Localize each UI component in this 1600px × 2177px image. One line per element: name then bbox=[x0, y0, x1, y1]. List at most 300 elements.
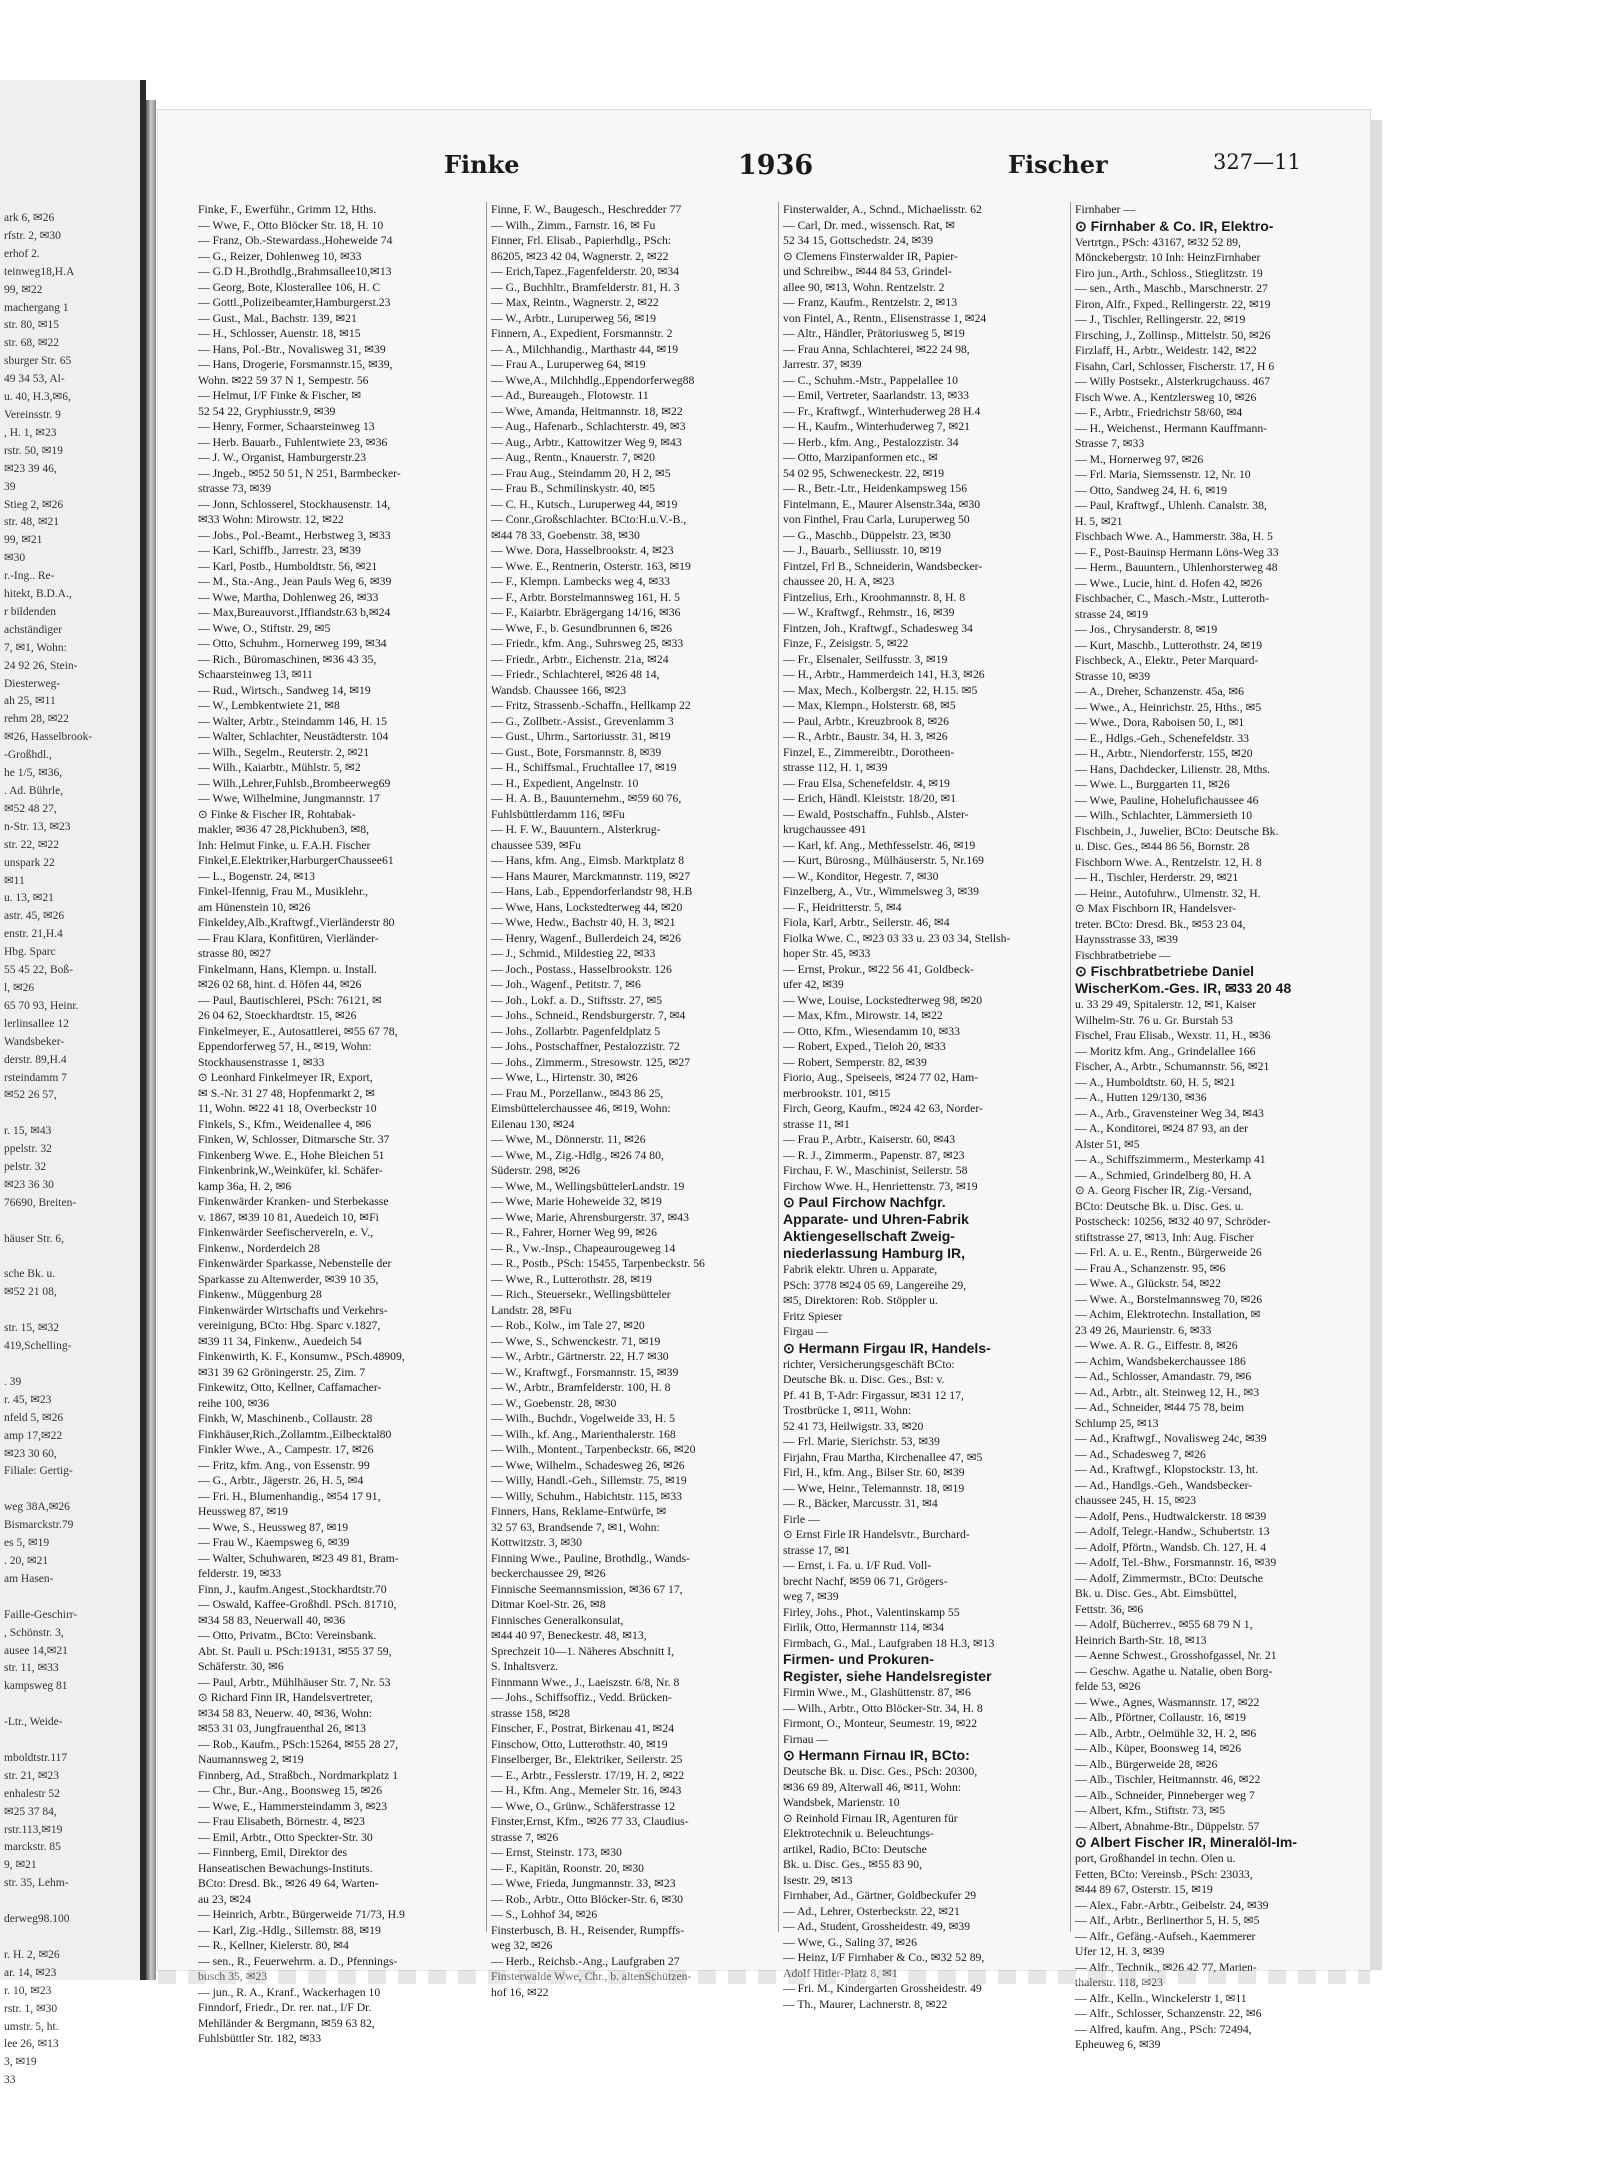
directory-entry-line: 54 02 95, Schweneckestr. 22, ✉19 bbox=[783, 466, 945, 480]
directory-entry-line: — Wwe, M., Zig.-Hdlg., ✉26 74 80, bbox=[491, 1148, 664, 1162]
directory-entry-line: — Ernst, Steinstr. 173, ✉30 bbox=[491, 1846, 622, 1859]
directory-entry-line: — Alb., Arbtr., Oelmühle 32, H. 2, ✉6 bbox=[1075, 1726, 1257, 1740]
directory-entry-line: — Wwe, Hans, Lockstedterweg 44, ✉20 bbox=[491, 900, 683, 914]
directory-entry-line: Finkhäuser,Rich.,Zollamtm.,Eilbecktal80 bbox=[198, 1427, 392, 1441]
left-page-fragment: marckstr. 85 bbox=[4, 1841, 61, 1854]
left-page-fragment bbox=[4, 1356, 136, 1374]
directory-entry-line: — jun., R. A., Kranf., Wackerhagen 10 bbox=[198, 1985, 381, 1999]
left-page-fragment: 76690, Breiten- bbox=[4, 1196, 77, 1209]
directory-entry-line: 11, Wohn. ✉22 41 18, Overbeckstr 10 bbox=[198, 1102, 377, 1115]
page-number: 327—11 bbox=[1213, 150, 1301, 174]
directory-entry-line: Finner, Frl. Elisab., Papierhdlg., PSch: bbox=[491, 234, 672, 247]
left-page-fragment: ✉23 39 46, bbox=[4, 462, 57, 475]
left-page-fragment: 99, ✉22 bbox=[4, 283, 43, 296]
directory-entry-line: Finne, F. W., Baugesch., Heschredder 77 bbox=[491, 203, 682, 216]
directory-entry-line: Schlump 25, ✉13 bbox=[1075, 1416, 1159, 1430]
directory-entry-line: — Frau W., Kaempsweg 6, ✉39 bbox=[198, 1536, 350, 1549]
directory-entry-line: Firnau — bbox=[783, 1732, 829, 1746]
directory-entry-line: — Wwe., Dora, Raboisen 50, I., ✉1 bbox=[1075, 716, 1245, 729]
directory-entry-line: ✉44 78 33, Goebenstr. 38, ✉30 bbox=[491, 528, 640, 542]
left-page-fragment: nfeld 5, ✉26 bbox=[4, 1411, 64, 1424]
directory-entry-line: Fiorio, Aug., Speiseeis, ✉24 77 02, Ham- bbox=[783, 1071, 979, 1084]
directory-entry-line: — Fr., Elsenaler, Seilfusstr. 3, ✉19 bbox=[783, 652, 948, 666]
left-page-fragment: str. 48, ✉21 bbox=[4, 516, 60, 529]
left-page-fragment: rehm 28, ✉22 bbox=[4, 713, 69, 726]
directory-entry-line: Heinrich Barth-Str. 18, ✉13 bbox=[1075, 1633, 1207, 1647]
directory-entry-line: ufer 42, ✉39 bbox=[783, 978, 844, 991]
directory-entry-line: ⊙ Paul Firchow Nachfgr. bbox=[783, 1194, 946, 1210]
directory-entry-line: — Paul, Arbtr., Mühlhäuser Str. 7, Nr. 53 bbox=[198, 1675, 391, 1689]
directory-entry-line: — H., Schlosser, Auenstr. 18, ✉15 bbox=[198, 327, 361, 340]
directory-entry-line: felderstr. 19, ✉33 bbox=[198, 1567, 282, 1580]
directory-entry-line: — Max, Klempn., Holsterstr. 68, ✉5 bbox=[783, 699, 956, 712]
left-page-fragment: str. 22, ✉22 bbox=[4, 838, 60, 851]
directory-entry-line: vereinigung, BCto: Hbg. Sparc v.1827, bbox=[198, 1319, 381, 1332]
directory-entry-line: von Fintel, A., Rentn., Elisenstrasse 1, ✉24 bbox=[783, 311, 987, 325]
directory-entry-line: — Hans, Drogerie, Forsmannstr.15, ✉39, bbox=[198, 358, 393, 371]
directory-entry-line: Finkeldey,Alb.,Kraftwgf.,Vierländerstr 80 bbox=[198, 916, 395, 929]
directory-entry-line: — Max, Reintn., Wagnerstr. 2, ✉22 bbox=[491, 296, 659, 309]
directory-entry-line: — Wwe., Lucie, hint. d. Hofen 42, ✉26 bbox=[1075, 576, 1263, 590]
directory-entry-line: — H., Schiffsmal., Fruchtallee 17, ✉19 bbox=[491, 761, 677, 774]
left-page-fragment: he 1/5, ✉36, bbox=[4, 767, 63, 780]
directory-entry-line: — H., Tischler, Herderstr. 29, ✉21 bbox=[1075, 871, 1239, 884]
directory-entry-line: — Ad., Schneider, ✉44 75 78, beim bbox=[1075, 1401, 1245, 1414]
directory-entry-line: Finkh, W, Maschinenb., Collaustr. 28 bbox=[198, 1412, 373, 1425]
directory-entry-line: Eppendorferweg 57, H., ✉19, Wohn: bbox=[198, 1040, 372, 1053]
directory-entry-line: 52 41 73, Heilwigstr. 33, ✉20 bbox=[783, 1419, 924, 1433]
directory-entry-line: ✉31 39 62 Gröningerstr. 25, Zim. 7 bbox=[198, 1365, 366, 1379]
directory-entry-line: — H., Weichenst., Hermann Kauffmann- bbox=[1075, 421, 1268, 435]
directory-entry-line: Fischbeck, A., Elektr., Peter Marquard- bbox=[1075, 654, 1259, 667]
directory-entry-line: Sprechzeit 10—1. Näheres Abschnitt I, bbox=[491, 1644, 675, 1658]
left-page-fragment: u. 13, ✉21 bbox=[4, 892, 54, 905]
directory-entry-line: Finkler Wwe., A., Campestr. 17, ✉26 bbox=[198, 1443, 374, 1456]
directory-entry-line: — Henry, Former, Schaarsteinweg 13 bbox=[198, 420, 375, 433]
directory-entry-line: — Kurt, Bürosng., Mülhäuserstr. 5, Nr.169 bbox=[783, 854, 984, 867]
directory-entry-line: — Karl, Zig.-Hdlg., Sillemstr. 88, ✉19 bbox=[198, 1923, 381, 1937]
directory-columns bbox=[198, 202, 1360, 2051]
directory-entry-line: Sparkasse zu Altenwerder, ✉39 10 35, bbox=[198, 1272, 379, 1286]
directory-page bbox=[158, 110, 1370, 2051]
left-page-fragment: Diesterweg- bbox=[4, 677, 61, 690]
directory-entry-line: Finkenwirth, K. F., Konsumw., PSch.48909, bbox=[198, 1350, 405, 1363]
left-page-fragment: Bismarckstr.79 bbox=[4, 1519, 74, 1532]
directory-entry-line: — Wwe, Martha, Dohlenweg 26, ✉33 bbox=[198, 590, 379, 604]
left-page-fragment: , H. 1, ✉23 bbox=[4, 426, 57, 439]
left-page-fragment: l, ✉26 bbox=[4, 981, 35, 994]
directory-entry-line: — Heinrich, Arbtr., Bürgerweide 71/73, H.9 bbox=[198, 1908, 405, 1921]
directory-entry-line: Finzelberg, A., Vtr., Wimmelsweg 3, ✉39 bbox=[783, 885, 979, 898]
directory-entry-line: Firmin Wwe., M., Glashüttenstr. 87, ✉6 bbox=[783, 1686, 971, 1699]
left-page-fragment: 3, ✉19 bbox=[4, 2056, 37, 2069]
directory-entry-line: Fischbach Wwe. A., Hammerstr. 38a, H. 5 bbox=[1075, 530, 1273, 543]
left-page-fragment: weg 38A,✉26 bbox=[4, 1501, 70, 1514]
directory-entry-line: u. 33 29 49, Spitalerstr. 12, ✉1, Kaiser bbox=[1075, 998, 1257, 1011]
directory-entry-line: Finscher, F., Postrat, Birkenau 41, ✉24 bbox=[491, 1722, 675, 1735]
directory-entry-line: Bk. u. Disc. Ges., ✉55 83 90, bbox=[783, 1858, 923, 1871]
directory-entry-line: Apparate- und Uhren-Fabrik bbox=[783, 1211, 969, 1227]
directory-entry-line: — G., Maschb., Düppelstr. 23, ✉30 bbox=[783, 528, 951, 542]
directory-entry-line: — Wwe, Heinr., Telemannstr. 18, ✉19 bbox=[783, 1481, 965, 1495]
directory-entry-line: — R., Postb., PSch: 15455, Tarpenbeckstr. 56 bbox=[491, 1257, 705, 1270]
directory-entry-line: Finzel, E., Zimmereibtr., Dorotheen- bbox=[783, 745, 955, 759]
directory-entry-line: Fischer, A., Arbtr., Schumannstr. 56, ✉21 bbox=[1075, 1060, 1270, 1073]
directory-entry-line: — M., Hornerweg 97, ✉26 bbox=[1075, 452, 1204, 466]
directory-column-2 bbox=[486, 202, 773, 1999]
directory-entry-line: Firley, Johs., Phot., Valentinskamp 55 bbox=[783, 1605, 960, 1619]
left-page-fragment: mboldtstr.117 bbox=[4, 1751, 68, 1764]
left-page-fragment: ✉30 bbox=[4, 552, 26, 565]
directory-entry-line: — Helmut, I/F Finke & Fischer, ✉ bbox=[198, 389, 362, 402]
directory-entry-line: Finze, F., Zeisigstr. 5, ✉22 bbox=[783, 637, 909, 650]
directory-entry-line: — Georg, Bote, Klosterallee 106, H. C bbox=[198, 280, 381, 294]
directory-entry-line: — Fri. M., Kindergarten Grossheidestr. 49 bbox=[783, 1982, 982, 1995]
directory-entry-line: strasse 80, ✉27 bbox=[198, 947, 272, 960]
directory-entry-line: — Hans, Lab., Eppendorferlandstr 98, H.B bbox=[491, 885, 693, 898]
directory-entry-line: — Paul, Kraftwgf., Uhlenh. Canalstr. 38, bbox=[1075, 499, 1267, 512]
left-page-fragment: hitekt, B.D.A., bbox=[4, 588, 72, 601]
directory-entry-line: — Achim, Elektrotechn. Installation, ✉ bbox=[1075, 1308, 1261, 1321]
left-page-fragment: sburger Str. 65 bbox=[4, 355, 72, 368]
directory-entry-line: — Chr., Bur.-Ang., Boonsweg 15, ✉26 bbox=[198, 1784, 383, 1797]
directory-entry-line: — Wwe, E., Hammersteindamm 3, ✉23 bbox=[198, 1799, 388, 1813]
directory-entry-line: Firo jun., Arth., Schloss., Stieglitzstr. 19 bbox=[1075, 266, 1263, 280]
directory-entry-line: — Aug., Arbtr., Kattowitzer Weg 9, ✉43 bbox=[491, 435, 682, 449]
left-page-fragment: kampsweg 81 bbox=[4, 1680, 68, 1693]
directory-entry-line: ✉26 02 68, hint. d. Höfen 44, ✉26 bbox=[198, 978, 362, 991]
directory-entry-line: Fintzen, Joh., Kraftwgf., Schadesweg 34 bbox=[783, 621, 973, 635]
directory-entry-line: Stockhausenstrasse 1, ✉33 bbox=[198, 1055, 325, 1069]
directory-entry-line: — F., Post-Bauinsp Hermann Löns-Weg 33 bbox=[1075, 545, 1279, 559]
left-page-fragment: enhalestr 52 bbox=[4, 1787, 60, 1800]
directory-entry-line: — A., Hutten 129/130, ✉36 bbox=[1075, 1091, 1207, 1104]
directory-entry-line: Finkelmann, Hans, Klempn. u. Install. bbox=[198, 962, 377, 976]
left-page-fragment: -Großhdl., bbox=[4, 749, 52, 762]
directory-entry-line: — Wilh., Kaiarbtr., Mühlstr. 5, ✉2 bbox=[198, 761, 361, 774]
directory-entry-line: Inh: Helmut Finke, u. F.A.H. Fischer bbox=[198, 838, 371, 852]
directory-entry-line: — A., Schmied, Grindelberg 80, H. A bbox=[1075, 1168, 1252, 1182]
directory-entry-line: — Wwe, F., Otto Blöcker Str. 18, H. 10 bbox=[198, 218, 384, 232]
directory-entry-line: Fischbratbetriebe — bbox=[1075, 948, 1171, 962]
directory-entry-line: Deutsche Bk. u. Disc. Ges., PSch: 20300, bbox=[783, 1765, 978, 1778]
left-page-fragment: ✉23 36 30 bbox=[4, 1178, 54, 1191]
directory-entry-line: — Wilh., Arbtr., Otto Blöcker-Str. 34, H. 8 bbox=[783, 1701, 983, 1715]
directory-entry-line: ✉53 31 03, Jungfrauenthal 26, ✉13 bbox=[198, 1722, 366, 1735]
left-page-fragment: 55 45 22, Boß- bbox=[4, 964, 73, 977]
directory-entry-line: 52 34 15, Gottschedstr. 24, ✉39 bbox=[783, 234, 934, 247]
directory-entry-line: PSch: 3778 ✉24 05 69, Langereihe 29, bbox=[783, 1278, 967, 1292]
directory-entry-line: — Ad., Kraftwgf., Novalisweg 24c, ✉39 bbox=[1075, 1432, 1267, 1445]
directory-entry-line: Abt. St. Pauli u. PSch:19131, ✉55 37 59, bbox=[198, 1644, 392, 1658]
directory-entry-line: Finsterwalder, A., Schnd., Michaelisstr. 62 bbox=[783, 203, 982, 216]
directory-entry-line: — Friedr., Schlachterel, ✉26 48 14, bbox=[491, 668, 660, 681]
directory-entry-line: Finkels, S., Kfm., Weidenallee 4, ✉6 bbox=[198, 1117, 372, 1131]
directory-entry-line: ✉34 58 83, Neuerw. 40, ✉36, Wohn: bbox=[198, 1706, 373, 1720]
directory-entry-line: — Erich,Tapez.,Fagenfelderstr. 20, ✉34 bbox=[491, 265, 680, 278]
directory-entry-line: strasse 17, ✉1 bbox=[783, 1543, 851, 1557]
directory-entry-line: — Alfr., Technik., ✉26 42 77, Marien- bbox=[1075, 1960, 1257, 1974]
directory-entry-line: Wandsb. Chaussee 166, ✉23 bbox=[491, 683, 627, 697]
directory-entry-line: — Walter, Schlachter, Neustädterstr. 104 bbox=[198, 730, 389, 743]
directory-entry-line: ⊙ A. Georg Fischer IR, Zig.-Versand, bbox=[1075, 1184, 1252, 1197]
left-page-fragment: -Ltr., Weide- bbox=[4, 1716, 63, 1729]
directory-entry-line: — Frau Elsa, Schenefeldstr. 4, ✉19 bbox=[783, 776, 950, 790]
directory-entry-line: Finsterbusch, B. H., Reisender, Rumpffs- bbox=[491, 1923, 685, 1937]
left-page-fragment bbox=[4, 1249, 136, 1267]
directory-entry-line: Fuhlsbüttlerdamm 116, ✉Fu bbox=[491, 807, 625, 821]
directory-entry-line: — Ewald, Postschaffn., Fuhlsb., Alster- bbox=[783, 807, 969, 821]
left-page-fragment: 24 92 26, Stein- bbox=[4, 659, 78, 672]
directory-entry-line: — Wwe, F., b. Gesundbrunnen 6, ✉26 bbox=[491, 621, 673, 635]
directory-entry-line: — R., Vw.-Insp., Chapeaurougeweg 14 bbox=[491, 1241, 676, 1255]
left-page-fragment bbox=[4, 1481, 136, 1499]
directory-entry-line: — Ad., Schlosser, Amandastr. 79, ✉6 bbox=[1075, 1370, 1252, 1383]
directory-entry-line: — Th., Maurer, Lachnerstr. 8, ✉22 bbox=[783, 1997, 948, 2011]
left-page-fragment: Stieg 2, ✉26 bbox=[4, 498, 64, 511]
directory-entry-line: Kottwitzstr. 3, ✉30 bbox=[491, 1536, 582, 1549]
directory-entry-line: von Finthel, Frau Carla, Luruperweg 50 bbox=[783, 513, 970, 526]
directory-entry-line: — Finnberg, Emil, Direktor des bbox=[198, 1846, 348, 1859]
directory-entry-line: — Frau Elisabeth, Börnestr. 4, ✉23 bbox=[198, 1815, 365, 1828]
directory-entry-line: — Frau A., Luruperweg 64, ✉19 bbox=[491, 358, 646, 371]
directory-entry-line: v. 1867, ✉39 10 81, Auedeich 10, ✉Fi bbox=[198, 1210, 379, 1224]
directory-entry-line: Bk. u. Disc. Ges., Abt. Eimsbüttel, bbox=[1075, 1587, 1237, 1600]
directory-entry-line: stiftstrasse 27, ✉13, Inh: Aug. Fischer bbox=[1075, 1230, 1254, 1244]
directory-entry-line: Finke, F., Ewerführ., Grimm 12, Hths. bbox=[198, 203, 377, 216]
directory-entry-line: — Ad., Lehrer, Osterbeckstr. 22, ✉21 bbox=[783, 1904, 960, 1918]
directory-entry-line: — Paul, Bautischlerei, PSch: 76121, ✉ bbox=[198, 993, 382, 1007]
directory-entry-line: ✉5, Direktoren: Rob. Stöppler u. bbox=[783, 1294, 938, 1307]
directory-entry-line: — Wwe, S., Heussweg 87, ✉19 bbox=[198, 1520, 349, 1534]
left-page-fragment: astr. 45, ✉26 bbox=[4, 910, 65, 923]
directory-entry-line: — Wwe., A., Heinrichstr. 25, Hths., ✉5 bbox=[1075, 700, 1262, 714]
left-page-fragment: unspark 22 bbox=[4, 856, 55, 869]
directory-entry-line: — Geschw. Agathe u. Natalie, oben Borg- bbox=[1075, 1664, 1273, 1678]
directory-entry-line: am Hünenstein 10, ✉26 bbox=[198, 900, 311, 914]
left-page-fragment: am Hasen- bbox=[4, 1572, 54, 1585]
left-page-fragment: ppelstr. 32 bbox=[4, 1143, 52, 1156]
left-page-fragment bbox=[4, 1929, 136, 1947]
left-page-fragment: enstr. 21,H.4 bbox=[4, 928, 63, 941]
directory-entry-line: Heussweg 87, ✉19 bbox=[198, 1505, 288, 1518]
directory-entry-line: Fabrik elektr. Uhren u. Apparate, bbox=[783, 1263, 938, 1276]
left-page-fragment: ✉11 bbox=[4, 874, 25, 887]
directory-entry-line: — Herb., kfm. Ang., Pestalozzistr. 34 bbox=[783, 435, 959, 449]
directory-entry-line: Firle — bbox=[783, 1512, 820, 1526]
directory-entry-line: — Wilh.,Lehrer,Fuhlsb.,Brombeerweg69 bbox=[198, 776, 391, 790]
directory-entry-line: — Herb., Reichsb.-Ang., Laufgraben 27 bbox=[491, 1954, 680, 1968]
directory-entry-line: — Wwe. Dora, Hasselbrookstr. 4, ✉23 bbox=[491, 544, 674, 557]
directory-entry-line: Firchow Wwe. H., Henriettenstr. 73, ✉19 bbox=[783, 1179, 978, 1193]
directory-entry-line: — G., Arbtr., Jägerstr. 26, H. 5, ✉4 bbox=[198, 1474, 364, 1487]
directory-entry-line: Firchau, F. W., Maschinist, Seilerstr. 58 bbox=[783, 1164, 968, 1177]
directory-entry-line: strasse 7, ✉26 bbox=[491, 1830, 559, 1844]
left-page-fragment: Vereinsstr. 9 bbox=[4, 408, 61, 421]
directory-entry-line: Finkenwärder Sparkasse, Nebenstelle der bbox=[198, 1257, 392, 1270]
directory-entry-line: — A., Dreher, Schanzenstr. 45a, ✉6 bbox=[1075, 685, 1245, 698]
directory-entry-line: — Wwe, Hedw., Bachstr 40, H. 3, ✉21 bbox=[491, 916, 676, 929]
directory-entry-line: Firgau — bbox=[783, 1325, 828, 1338]
directory-entry-line: — Adolf, Bücherrev., ✉55 68 79 N 1, bbox=[1075, 1618, 1253, 1631]
directory-entry-line: kamp 36a, H. 2, ✉6 bbox=[198, 1179, 292, 1193]
directory-entry-line: — F., Heidritterstr. 5, ✉4 bbox=[783, 900, 902, 914]
directory-entry-line: — Otto, Schuhm., Hornerweg 199, ✉34 bbox=[198, 637, 387, 650]
directory-entry-line: ⊙ Reinhold Firnau IR, Agenturen für bbox=[783, 1811, 958, 1825]
directory-entry-line: — Fr., Kraftwgf., Winterhuderweg 28 H.4 bbox=[783, 404, 981, 418]
directory-entry-line: merbrookstr. 101, ✉15 bbox=[783, 1086, 891, 1100]
directory-entry-line: 52 54 22, Gryphiusstr.9, ✉39 bbox=[198, 404, 336, 418]
directory-entry-line: ✉ S.-Nr. 31 27 48, Hopfenmarkt 2, ✉ bbox=[198, 1086, 376, 1100]
left-page-fragment bbox=[4, 1732, 136, 1750]
directory-entry-line: Fintelmann, E., Maurer Alsenstr.34a, ✉30 bbox=[783, 497, 981, 511]
directory-entry-line: — Ad., Kraftwgf., Klopstockstr. 13, ht. bbox=[1075, 1463, 1259, 1476]
directory-entry-line: Ditmar Koel-Str. 26, ✉8 bbox=[491, 1598, 606, 1611]
directory-entry-line: — J., Tischler, Rellingerstr. 22, ✉19 bbox=[1075, 313, 1246, 326]
left-page-fragment: Filiale: Gertig- bbox=[4, 1465, 73, 1478]
directory-entry-line: — Alfr., Gefäng.-Aufseh., Kaemmerer bbox=[1075, 1929, 1256, 1943]
directory-entry-line: Elektrotechnik u. Beleuchtungs- bbox=[783, 1827, 934, 1840]
left-page-fragment: ✉52 21 08, bbox=[4, 1286, 57, 1299]
directory-entry-line: — Alb., Schneider, Pinneberger weg 7 bbox=[1075, 1788, 1255, 1802]
left-page-fragment: str. 15, ✉32 bbox=[4, 1322, 60, 1335]
directory-entry-line: Fisahn, Carl, Schlosser, Fischerstr. 17, H 6 bbox=[1075, 359, 1275, 373]
left-page-fragment: 7, ✉1, Wohn: bbox=[4, 641, 67, 654]
directory-entry-line: — Wwe., Agnes, Wasmannstr. 17, ✉22 bbox=[1075, 1695, 1260, 1709]
directory-entry-line: — W., Kraftwgf., Forsmannstr. 15, ✉39 bbox=[491, 1365, 679, 1379]
directory-entry-line: BCto: Deutsche Bk. u. Disc. Ges. u. bbox=[1075, 1199, 1244, 1213]
directory-entry-line: — Alb., Tischler, Heitmannstr. 46, ✉22 bbox=[1075, 1773, 1261, 1786]
left-page-fragment bbox=[4, 1213, 136, 1231]
directory-entry-line: Finndorf, Friedr., Dr. rer. nat., I/F Dr. bbox=[198, 2001, 372, 2014]
directory-entry-line: Finkenw., Müggenburg 28 bbox=[198, 1288, 322, 1301]
directory-entry-line: — sen., R., Feuerwehrm. a. D., Pfennings- bbox=[198, 1954, 398, 1968]
directory-entry-line: — Frau P., Arbtr., Kaiserstr. 60, ✉43 bbox=[783, 1133, 956, 1146]
directory-entry-line: ⊙ Clemens Finsterwalder IR, Papier- bbox=[783, 249, 958, 263]
directory-entry-line: — Aug., Rentn., Knauerstr. 7, ✉20 bbox=[491, 451, 655, 464]
directory-entry-line: — Aenne Schwest., Grosshofgassel, Nr. 21 bbox=[1075, 1649, 1277, 1662]
directory-entry-line: — Adolf, Telegr.-Handw., Schubertstr. 13 bbox=[1075, 1525, 1270, 1538]
directory-entry-line: — Wwe, L., Hirtenstr. 30, ✉26 bbox=[491, 1071, 638, 1084]
directory-entry-line: — Ad., Schadesweg 7, ✉26 bbox=[1075, 1447, 1206, 1461]
left-page-fragment: rfstr. 2, ✉30 bbox=[4, 229, 61, 242]
directory-entry-line: Finnern, A., Expedient, Forsmannstr. 2 bbox=[491, 327, 673, 340]
directory-entry-line: — Frl. A. u. E., Rentn., Bürgerweide 26 bbox=[1075, 1246, 1262, 1259]
directory-entry-line: Fischbacher, C., Masch.-Mstr., Lutteroth- bbox=[1075, 592, 1269, 605]
directory-entry-line: — Rich., Steuersekr., Wellingsbütteler bbox=[491, 1288, 671, 1301]
left-page-fragment: achständiger bbox=[4, 623, 63, 636]
directory-entry-line: brecht Nachf, ✉59 06 71, Grögers- bbox=[783, 1574, 948, 1588]
directory-entry-line: — Otto, Sandweg 24, H. 6, ✉19 bbox=[1075, 483, 1227, 497]
directory-entry-line: reihe 100, ✉36 bbox=[198, 1396, 270, 1410]
directory-entry-line: Trostbrücke 1, ✉11, Wohn: bbox=[783, 1404, 912, 1417]
directory-entry-line: Firzlaff, H., Arbtr., Weidestr. 142, ✉22 bbox=[1075, 344, 1257, 357]
left-page-fragment: derweg98.100 bbox=[4, 1913, 70, 1926]
directory-entry-line: — Ernst, Prokur., ✉22 56 41, Goldbeck- bbox=[783, 962, 974, 976]
directory-entry-line: — Adolf, Zimmermstr., BCto: Deutsche bbox=[1075, 1571, 1263, 1585]
left-page-fragment: r. H. 2, ✉26 bbox=[4, 1948, 60, 1961]
directory-entry-line: Finselberger, Br., Elektriker, Seilerstr. 25 bbox=[491, 1753, 683, 1766]
directory-entry-line: — Ad., Bureaugeh., Flotowstr. 11 bbox=[491, 389, 649, 402]
directory-entry-line: — W., Arbtr., Luruperweg 56, ✉19 bbox=[491, 311, 656, 325]
directory-entry-line: — W., Arbtr., Bramfelderstr. 100, H. 8 bbox=[491, 1381, 671, 1394]
left-page-fragment: rsteindamm 7 bbox=[4, 1071, 67, 1084]
directory-entry-line: — sen., Arth., Maschb., Marschnerstr. 27 bbox=[1075, 282, 1268, 295]
directory-entry-line: — Johs., Zollarbtr. Pagenfeldplatz 5 bbox=[491, 1024, 661, 1038]
directory-entry-line: — W., Kraftwgf., Rehmstr., 16, ✉39 bbox=[783, 606, 955, 619]
directory-entry-line: krugchaussee 491 bbox=[783, 823, 867, 836]
left-page-fragment: r bildenden bbox=[4, 605, 57, 618]
directory-entry-line: — R., Betr.-Ltr., Heidenkampsweg 156 bbox=[783, 482, 968, 495]
directory-entry-line: — Wwe. A., Borstelmannsweg 70, ✉26 bbox=[1075, 1292, 1263, 1306]
directory-entry-line: strasse 24, ✉19 bbox=[1075, 607, 1149, 621]
left-page-fragment: . 39 bbox=[4, 1375, 22, 1388]
directory-entry-line: — Walter, Arbtr., Steindamm 146, H. 15 bbox=[198, 714, 387, 728]
directory-entry-line: Epheuweg 6, ✉39 bbox=[1075, 2038, 1161, 2051]
directory-entry-line: — Otto, Privatm., BCto: Vereinsbank. bbox=[198, 1629, 377, 1642]
directory-entry-line: — C., Schuhm.-Mstr., Pappelallee 10 bbox=[783, 373, 958, 387]
directory-entry-line: — Fritz, Strassenb.-Schaffn., Hellkamp 22 bbox=[491, 699, 691, 712]
directory-entry-line: — Rud., Wirtsch., Sandweg 14, ✉19 bbox=[198, 683, 371, 697]
directory-entry-line: — Emil, Vertreter, Saarlandstr. 13, ✉33 bbox=[783, 389, 970, 402]
directory-entry-line: — E., Arbtr., Fesslerstr. 17/19, H. 2, ✉22 bbox=[491, 1768, 685, 1782]
directory-entry-line: ⊙ Hermann Firgau IR, Handels- bbox=[783, 1339, 991, 1356]
directory-entry-line: Finkelmeyer, E., Autosattlerei, ✉55 67 78, bbox=[198, 1024, 398, 1038]
directory-entry-line: — Erich, Händl. Kleiststr. 18/20, ✉1 bbox=[783, 792, 957, 805]
directory-entry-line: ⊙ Finke & Fischer IR, Rohtabak- bbox=[198, 807, 356, 821]
directory-entry-line: — C. H., Kutsch., Luruperweg 44, ✉19 bbox=[491, 497, 678, 511]
directory-entry-line: Fischborn Wwe. A., Rentzelstr. 12, H. 8 bbox=[1075, 855, 1262, 869]
directory-entry-line: felde 53, ✉26 bbox=[1075, 1680, 1141, 1693]
directory-entry-line: — Wwe, Wilhelmine, Jungmannstr. 17 bbox=[198, 792, 380, 805]
directory-entry-line: Firnhaber, Ad., Gärtner, Goldbeckufer 29 bbox=[783, 1889, 977, 1902]
directory-entry-line: Finkenwärder Kranken- und Sterbekasse bbox=[198, 1195, 389, 1208]
directory-entry-line: weg 32, ✉26 bbox=[491, 1939, 553, 1952]
directory-entry-line: — Emil, Arbtr., Otto Speckter-Str. 30 bbox=[198, 1830, 373, 1844]
directory-entry-line: BCto: Dresd. Bk., ✉26 49 64, Warten- bbox=[198, 1877, 379, 1890]
left-page-fragment: r. 45, ✉23 bbox=[4, 1393, 52, 1406]
directory-entry-line: Finnberg, Ad., Straßbch., Nordmarkplatz 1 bbox=[198, 1768, 399, 1782]
left-page-fragment: lee 26, ✉13 bbox=[4, 2038, 59, 2051]
directory-entry-line: — Jos., Chrysanderstr. 8, ✉19 bbox=[1075, 623, 1218, 636]
directory-entry-line: — H., Kfm. Ang., Memeler Str. 16, ✉43 bbox=[491, 1784, 682, 1797]
directory-column-1 bbox=[198, 202, 480, 2045]
directory-entry-line: — Franz, Kaufm., Rentzelstr. 2, ✉13 bbox=[783, 296, 958, 309]
directory-entry-line: — Wwe, Louise, Lockstedterweg 98, ✉20 bbox=[783, 993, 983, 1007]
left-page-fragment: str. 35, Lehm- bbox=[4, 1877, 69, 1890]
left-page-fragment: r.-Ing.. Re- bbox=[4, 570, 55, 583]
directory-entry-line: Register, siehe Handelsregister bbox=[783, 1668, 992, 1684]
directory-entry-line: — F., Arbtr., Friedrichstr 58/60, ✉4 bbox=[1075, 406, 1243, 419]
directory-entry-line: — Wwe, Marie, Ahrensburgerstr. 37, ✉43 bbox=[491, 1210, 689, 1224]
directory-entry-line: Eilenau 130, ✉24 bbox=[491, 1117, 575, 1131]
directory-entry-line: — Heinr., Autofuhrw., Ulmenstr. 32, H. bbox=[1075, 886, 1261, 900]
left-page-fragment: ✉52 26 57, bbox=[4, 1089, 57, 1102]
left-page-fragment: es 5, ✉19 bbox=[4, 1537, 50, 1550]
directory-entry-line: Aktiengesellschaft Zweig- bbox=[783, 1228, 955, 1244]
directory-entry-line: — Wilh., Segelm., Reuterstr. 2, ✉21 bbox=[198, 745, 370, 759]
directory-entry-line: — F., Kaiarbtr. Ebrägergang 14/16, ✉36 bbox=[491, 606, 681, 619]
directory-entry-line: — L., Bogenstr. 24, ✉13 bbox=[198, 869, 315, 883]
page-bottom-edge bbox=[158, 1970, 1370, 1984]
directory-entry-line: — Alb., Pförtner, Collaustr. 16, ✉19 bbox=[1075, 1711, 1246, 1724]
directory-entry-line: Firon, Alfr., Fxped., Rellingerstr. 22, ✉19 bbox=[1075, 297, 1271, 311]
directory-entry-line: — W., Konditor, Hegestr. 7, ✉30 bbox=[783, 869, 939, 883]
directory-entry-line: — F., Arbtr. Borstelmannsweg 161, H. 5 bbox=[491, 590, 680, 604]
directory-entry-line: — Wwe. A., Glückstr. 54, ✉22 bbox=[1075, 1277, 1221, 1290]
directory-entry-line: — Willy Postsekr., Alsterkrugchauss. 467 bbox=[1075, 375, 1271, 388]
left-page-fragment: ✉26, Hasselbrook- bbox=[4, 731, 93, 744]
